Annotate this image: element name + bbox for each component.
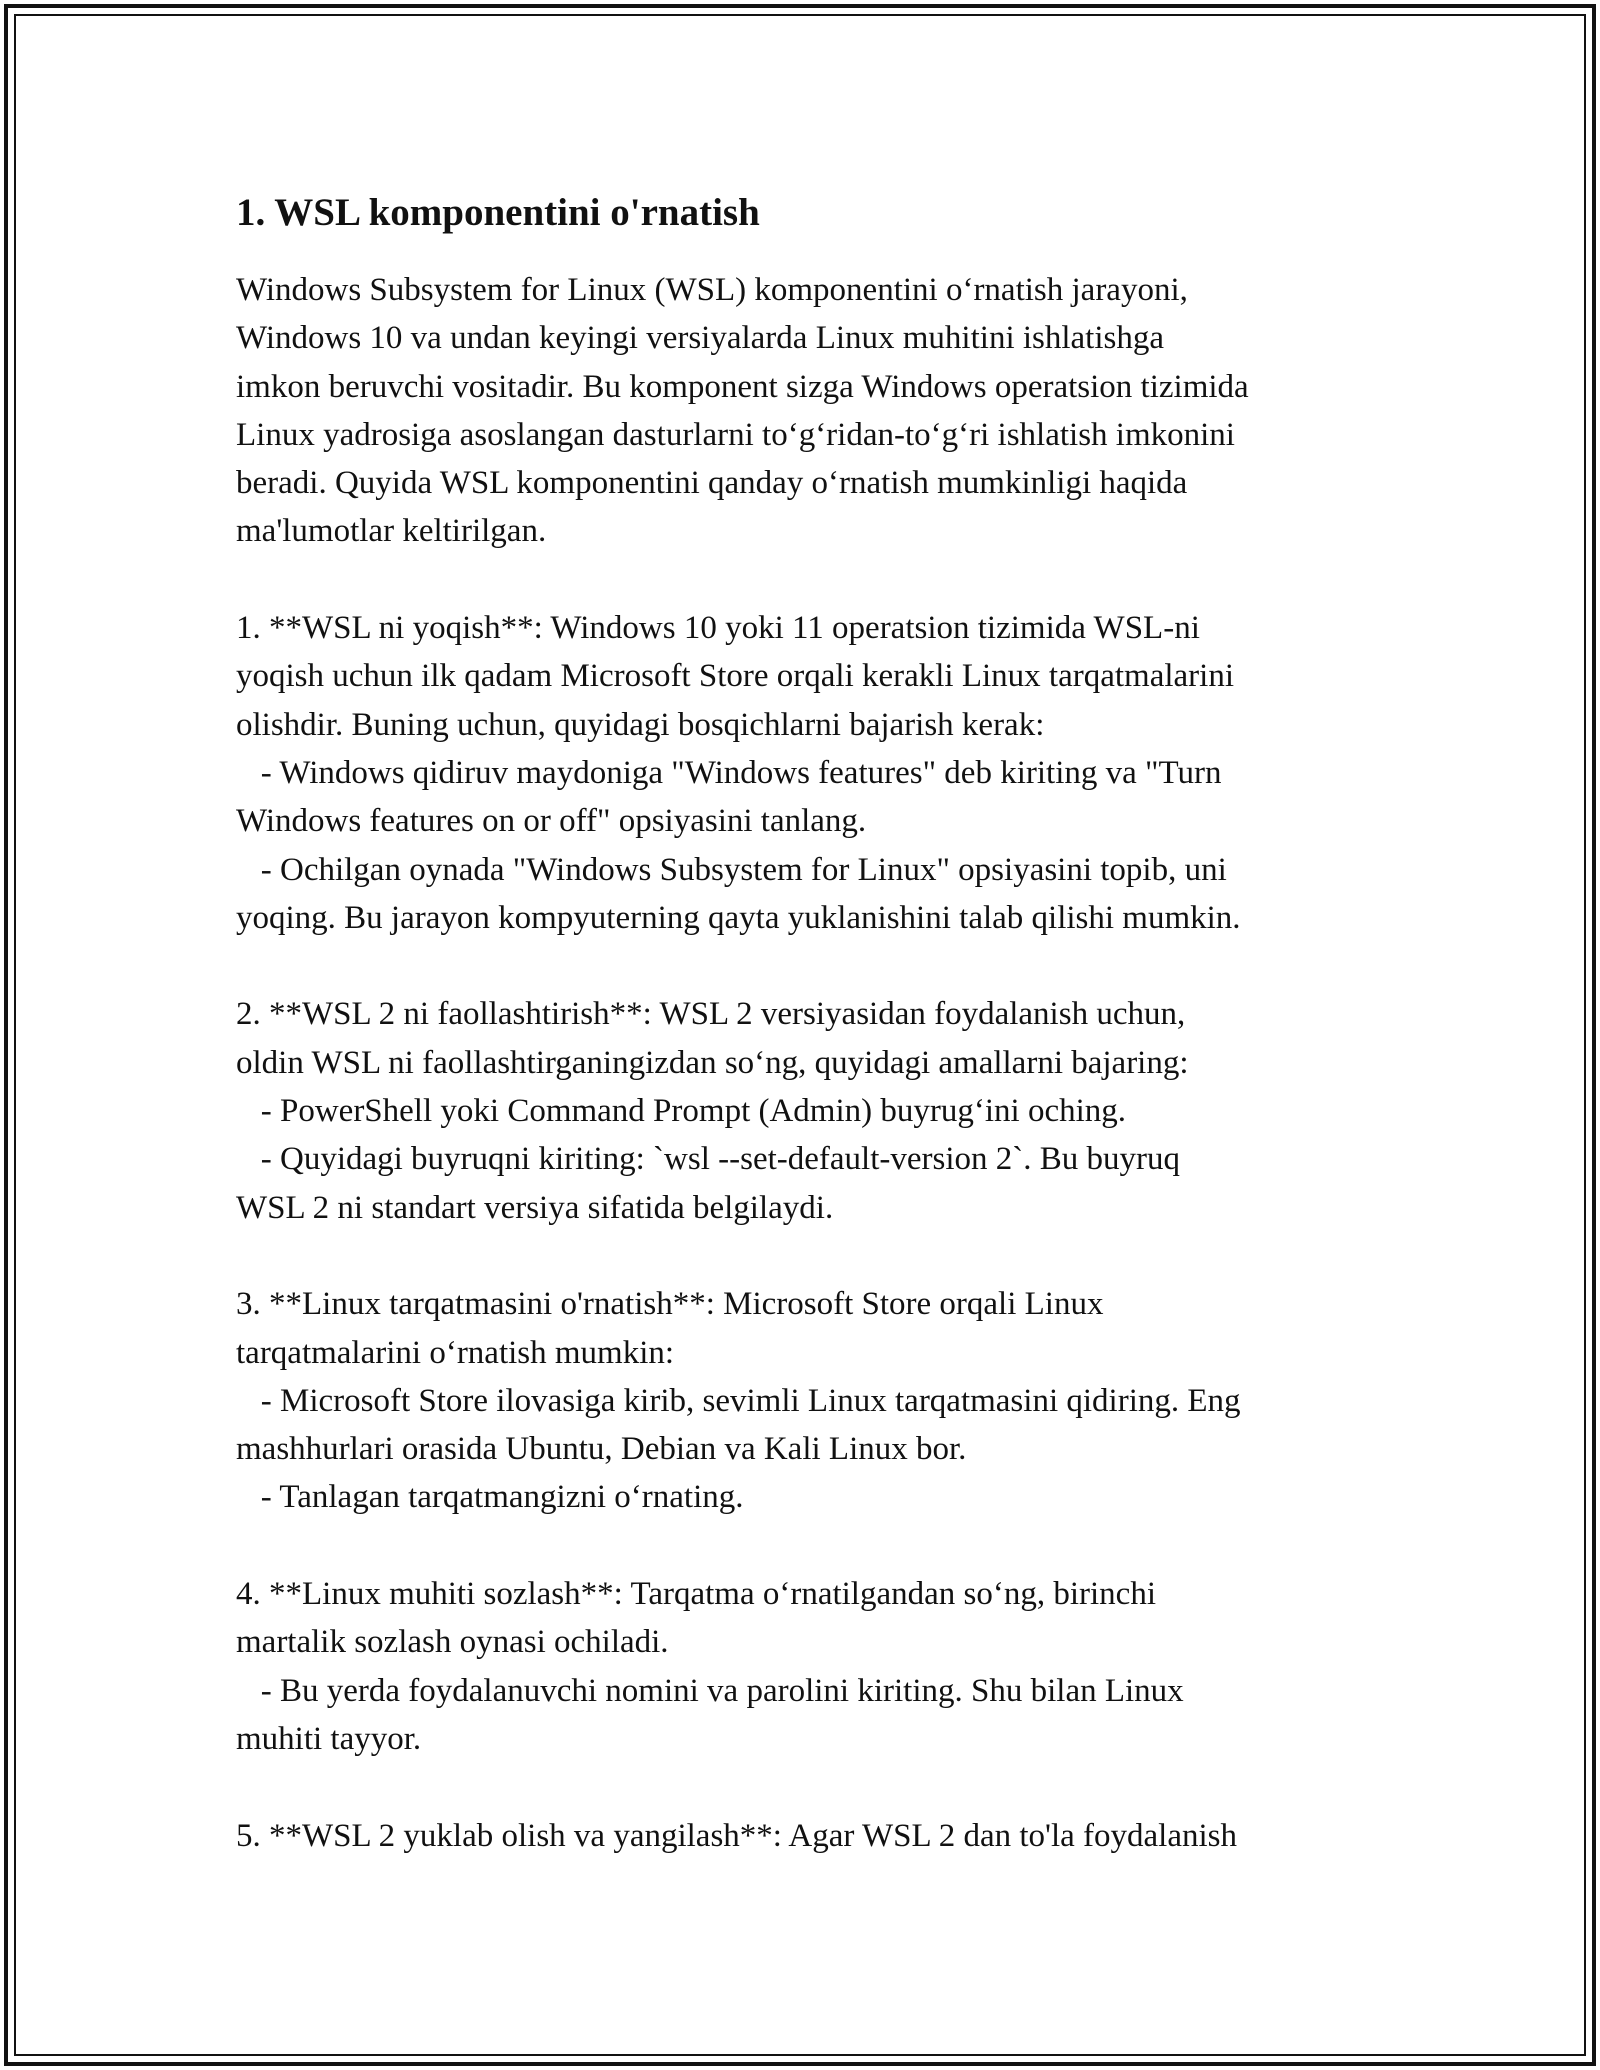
text-line: - Tanlagan tarqatmangizni o‘rnating.	[236, 1479, 744, 1516]
text-line: - Bu yerda foydalanuvchi nomini va parolini kiriting. Shu bilan Linux	[236, 1672, 1184, 1709]
step-2-paragraph	[236, 990, 1376, 1231]
paragraph-gap	[236, 1522, 1376, 1570]
intro-paragraph	[236, 266, 1376, 556]
text-line: Windows features on or off" opsiyasini tanlang.	[236, 803, 867, 840]
text-line: Windows Subsystem for Linux (WSL) komponentini o‘rnatish jarayoni,	[236, 272, 1188, 308]
text-line: - Ochilgan oynada "Windows Subsystem for Linux" opsiyasini topib, uni	[236, 851, 1227, 888]
text-line: muhiti tayyor.	[236, 1720, 422, 1757]
text-line: ma'lumotlar keltirilgan.	[236, 513, 547, 550]
step-4-paragraph	[236, 1570, 1376, 1763]
text-line: WSL 2 ni standart versiya sifatida belgilaydi.	[236, 1189, 834, 1226]
text-line: imkon beruvchi vositadir. Bu komponent sizga Windows operatsion tizimida	[236, 368, 1249, 405]
text-line: beradi. Quyida WSL komponentini qanday o‘rnatish mumkinligi haqida	[236, 465, 1188, 502]
text-line: 5. **WSL 2 yuklab olish va yangilash**: Agar WSL 2 dan to'la foydalanish	[236, 1817, 1237, 1854]
step-1-paragraph	[236, 604, 1376, 942]
text-line: 4. **Linux muhiti sozlash**: Tarqatma o‘rnatilgandan so‘ng, birinchi	[236, 1576, 1156, 1613]
paragraph-gap	[236, 1763, 1376, 1811]
section-heading: 1. WSL komponentini o'rnatish	[236, 191, 760, 234]
step-3-paragraph	[236, 1280, 1376, 1521]
text-line: Windows 10 va undan keyingi versiyalarda Linux muhitini ishlatishga	[236, 320, 1165, 357]
paragraph-gap	[236, 942, 1376, 990]
text-line: yoqish uchun ilk qadam Microsoft Store orqali kerakli Linux tarqatmalarini	[236, 658, 1235, 695]
text-line: 1. **WSL ni yoqish**: Windows 10 yoki 11 operatsion tizimida WSL-ni	[236, 610, 1200, 647]
text-line: mashhurlari orasida Ubuntu, Debian va Kali Linux bor.	[236, 1431, 967, 1468]
text-line: martalik sozlash oynasi ochiladi.	[236, 1624, 669, 1661]
text-line: - Microsoft Store ilovasiga kirib, sevimli Linux tarqatmasini qidiring. Eng	[236, 1382, 1241, 1419]
text-line: yoqing. Bu jarayon kompyuterning qayta yuklanishini talab qilishi mumkin.	[236, 899, 1241, 936]
text-line: Linux yadrosiga asoslangan dasturlarni to‘g‘ridan-to‘g‘ri ishlatish imkonini	[236, 416, 1235, 453]
paragraph-gap	[236, 1232, 1376, 1280]
text-line: tarqatmalarini o‘rnatish mumkin:	[236, 1334, 675, 1371]
text-line: oldin WSL ni faollashtirganingizdan so‘ng, quyidagi amallarni bajaring:	[236, 1044, 1189, 1081]
text-line: - Windows qidiruv maydoniga "Windows features" deb kiriting va "Turn	[236, 754, 1222, 791]
step-5-paragraph	[236, 1812, 1376, 1860]
text-line: 3. **Linux tarqatmasini o'rnatish**: Microsoft Store orqali Linux	[236, 1286, 1104, 1323]
document-body	[236, 190, 1376, 1860]
text-line: - Quyidagi buyruqni kiriting: `wsl --set-default-version 2`. Bu buyruq	[236, 1141, 1180, 1178]
text-line: 2. **WSL 2 ni faollashtirish**: WSL 2 versiyasidan foydalanish uchun,	[236, 996, 1186, 1033]
text-line: - PowerShell yoki Command Prompt (Admin) buyrug‘ini oching.	[236, 1093, 1127, 1130]
text-line: olishdir. Buning uchun, quyidagi bosqichlarni bajarish kerak:	[236, 706, 1045, 743]
paragraph-gap	[236, 556, 1376, 604]
